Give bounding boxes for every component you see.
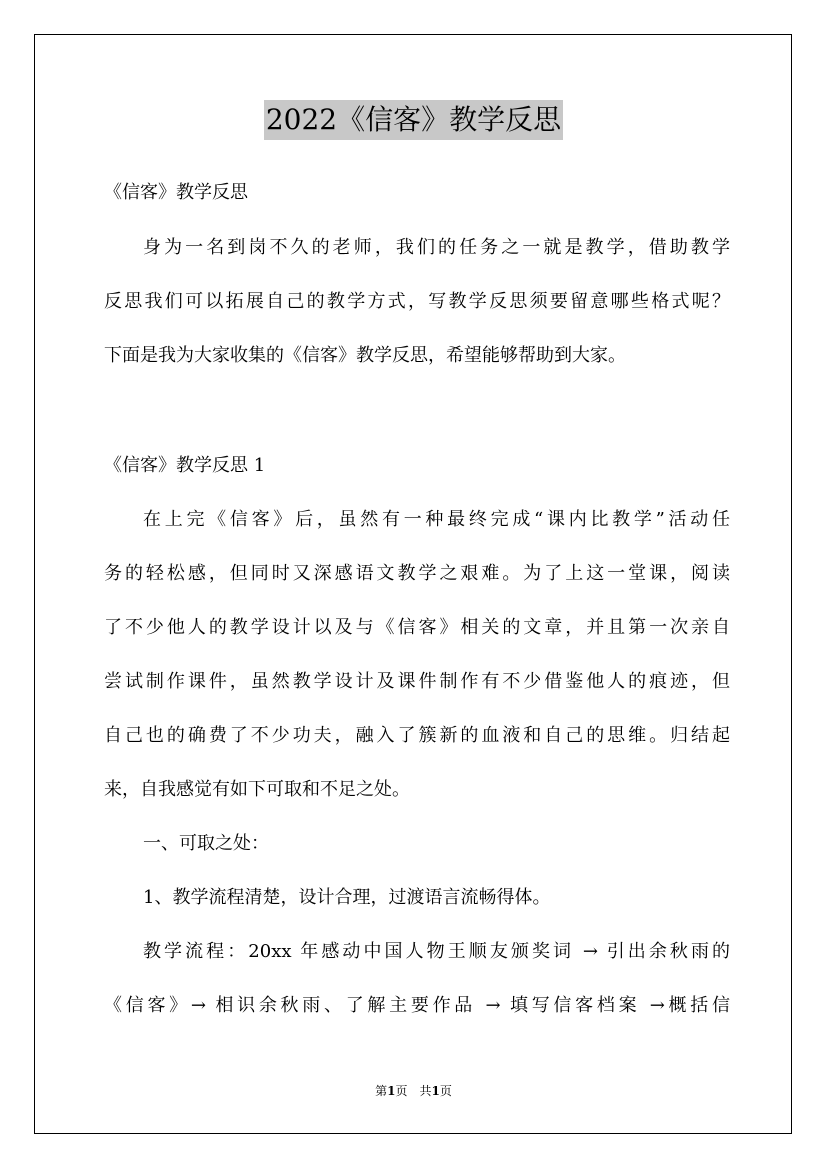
footer-total-pages: 1 (431, 1084, 440, 1098)
subtitle-line: 《信客》教学反思 (104, 182, 248, 203)
footer-page-number: 1 (387, 1084, 396, 1098)
paragraph-line: 教学流程：20xx 年感动中国人物王顺友颁奖词 → 引出余秋雨的 (143, 941, 730, 962)
paragraph-line: 《信客》→ 相识余秋雨、了解主要作品 → 填写信客档案 →概括信 (104, 995, 730, 1016)
section-heading: 《信客》教学反思 1 (104, 455, 266, 476)
footer-mid: 页 共 (395, 1084, 432, 1098)
paragraph-line: 身为一名到岗不久的老师，我们的任务之一就是教学，借助教学 (143, 237, 730, 258)
paragraph-line: 在上完《信客》后，虽然有一种最终完成“课内比教学”活动任 (143, 509, 730, 530)
title-container (0, 100, 827, 140)
paragraph-line: 务的轻松感，但同时又深感语文教学之艰难。为了上这一堂课，阅读 (104, 563, 730, 584)
document-title: 2022《信客》教学反思 (264, 100, 563, 140)
paragraph-line: 了不少他人的教学设计以及与《信客》相关的文章，并且第一次亲自 (104, 617, 730, 638)
paragraph-line: 尝试制作课件，虽然教学设计及课件制作有不少借鉴他人的痕迹，但 (104, 671, 730, 692)
footer-prefix: 第 (375, 1084, 388, 1098)
footer-suffix: 页 (439, 1084, 452, 1098)
list-item: 1、教学流程清楚，设计合理，过渡语言流畅得体。 (143, 887, 551, 908)
paragraph-line: 自己也的确费了不少功夫，融入了簇新的血液和自己的思维。归结起 (104, 725, 730, 746)
paragraph-line: 来，自我感觉有如下可取和不足之处。 (104, 779, 410, 800)
paragraph-line: 下面是我为大家收集的《信客》教学反思，希望能够帮助到大家。 (104, 345, 626, 366)
paragraph-line: 反思我们可以拓展自己的教学方式，写教学反思须要留意哪些格式呢？ (104, 291, 730, 312)
subsection-heading: 一、可取之处： (143, 833, 269, 854)
page-footer (0, 1082, 827, 1100)
